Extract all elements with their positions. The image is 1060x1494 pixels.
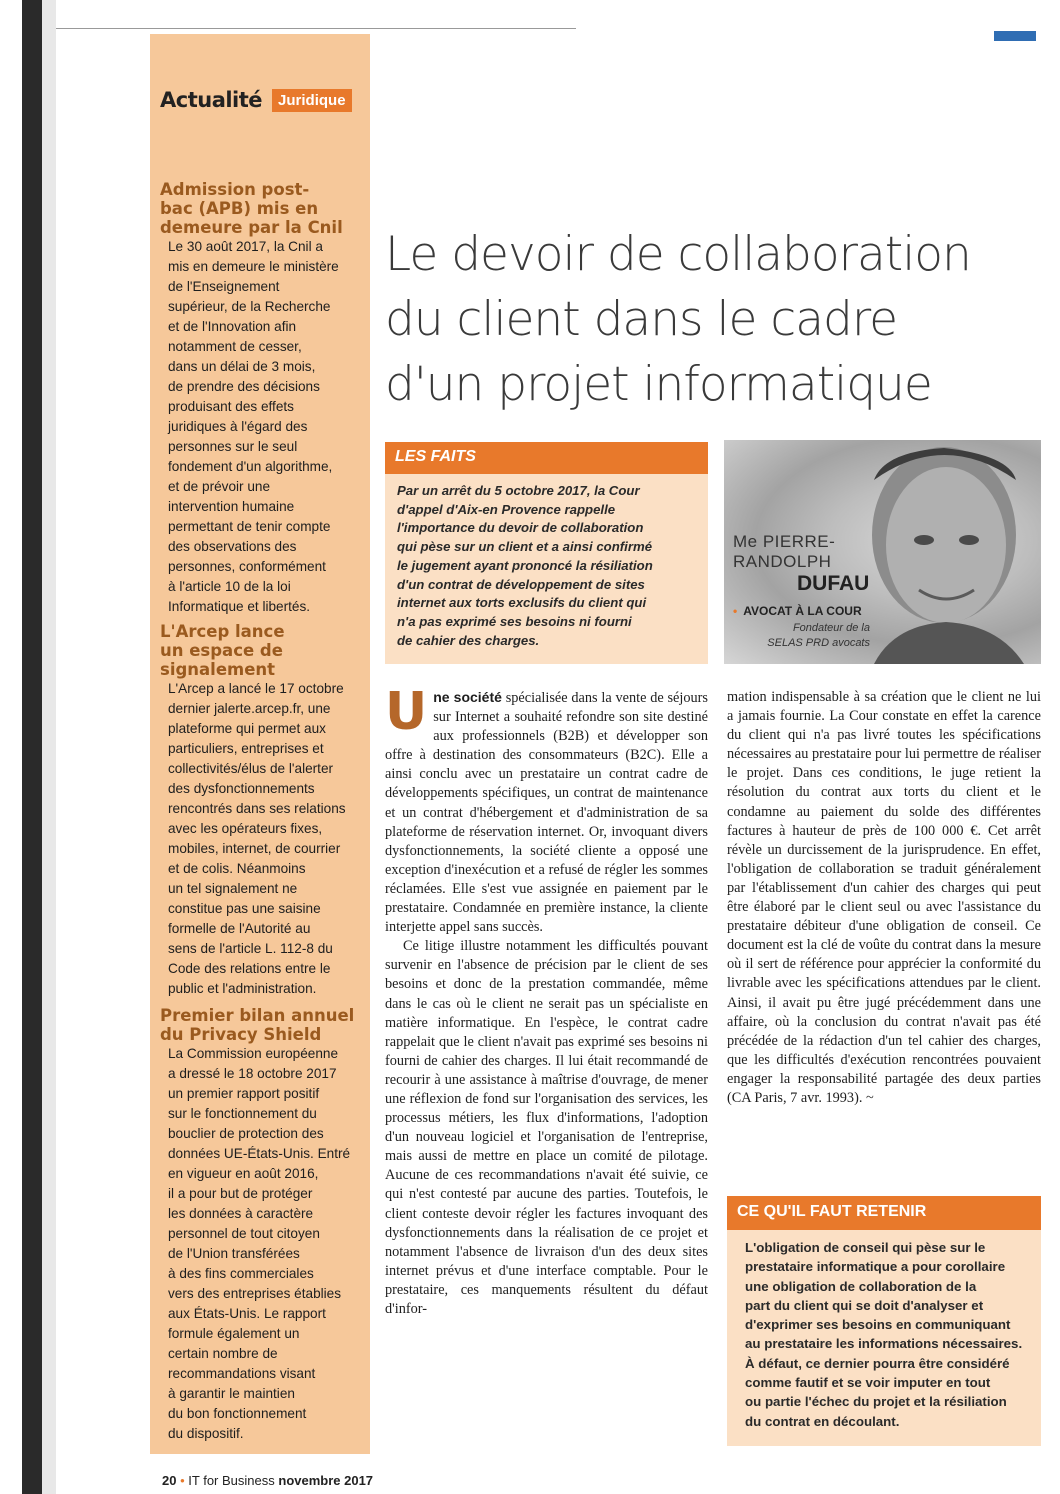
- news-title-line: Admission post-: [160, 180, 310, 199]
- news-title: [160, 180, 365, 237]
- magazine-name: IT for Business: [188, 1473, 275, 1488]
- news-item-apb: [160, 180, 365, 617]
- article-column-1: [385, 682, 708, 1319]
- author-organisation: Fondateur de la SELAS PRD avocats: [767, 622, 870, 649]
- dropcap: U: [385, 682, 428, 742]
- scan-edge-shadow: [42, 0, 56, 1494]
- paragraph: mation indispensable à sa création que le client ne lui a jamais fournie. La Cour constate en effet la carence du client qui n'a pas livré toutes les spécifications nécessaires au prestataire pour lui permettre de réaliser le projet. Dans ces conditions, le juge retient la résolution du contrat aux torts du client et le condamne au paiement du solde des différentes factures à hauteur de près de 100 000 €. Cet arrêt révèle un durcissement de la jurisprudence. En effet, l'obligation de collaboration se traduit généralement par l'établissement d'un cahier des charges qui peut être élaboré par le client seul ou avec l'assistance du prestataire débiteur d'une obligation de conseil. Ce document est la clé de voûte du contrat dans la mesure où il sert de référence pour apprécier la conformité du livrable avec les spécifications attendues par le client. Ainsi, il avait pu être jugé précédemment dans une affaire, où la conclusion du contrat n'avait pas été précédée de la rédaction d'un tel cahier des charges, que les difficultés d'exécution rencontrées pouvaient engager la responsabilité partagée des deux parties (CA Paris, 7 avr. 1993). ~: [727, 689, 1041, 1106]
- news-title: Premier bilan annuel du Privacy Shield: [160, 1006, 355, 1044]
- takeaway-body: L'obligation de conseil qui pèse sur le prestataire informatique a pour corollaire une obligation de collaboration de la part du client qui se doit d'analyser et d'exprimer ses besoins en communiquant au prestataire les informations nécessaires. À défaut, ce dernier pourra être considéré comme fautif et se voir imputer en tout ou partie l'échec du projet et la résiliation du contrat en découlant.: [745, 1240, 1023, 1429]
- title-line: du client dans le cadre: [385, 292, 898, 347]
- facts-box: [385, 442, 708, 664]
- facts-body: Par un arrêt du 5 octobre 2017, la Cour d'appel d'Aix-en Provence rappelle l'importance du devoir de collaboration qui pèse sur un client et a ainsi confirmé le jugement ayant prononcé la résiliation d'un contrat de développement de sites internet aux torts exclusifs du client qui n'a pas exprimé ses besoins ni fourni de cahier des charges.: [397, 483, 653, 648]
- author-first-name: Me PIERRE- RANDOLPH: [733, 532, 836, 571]
- article-title: [385, 222, 1045, 417]
- news-title-line: bac (APB) mis en: [160, 199, 319, 218]
- author-caption: [733, 532, 883, 596]
- news-item-privacy-shield: [160, 1006, 365, 1444]
- end-mark-icon: ~: [866, 1089, 874, 1106]
- page-footer: [162, 1473, 373, 1488]
- author-last-name: DUFAU: [797, 572, 870, 595]
- paragraph: Une société spécialisée dans la vente de séjours sur Internet a souhaité refondre son site destiné aux professionnels (B2B) et développer son offre à destination des consommateurs (B2C). Elle a ainsi conclu avec un prestataire un contrat cadre de développements spécifiques, un contrat de maintenance et un contrat d'hébergement et d'administration de sa plateforme de réservation internet. Or, invoquant divers dysfonctionnements, la société cliente a opposé une exception d'inexécution et a refusé de régler les sommes réclamées. Elle s'est vue assignée en paiement par le prestataire. Condamnée en première instance, la cliente interjette appel sans succès.: [385, 682, 708, 936]
- rubric-title: Actualité: [160, 88, 263, 112]
- news-item-arcep: [160, 622, 365, 999]
- title-line: Le devoir de collaboration: [385, 227, 971, 282]
- takeaway-heading: CE QU'IL FAUT RETENIR: [727, 1196, 1041, 1230]
- rubric-tag: Juridique: [272, 89, 352, 112]
- takeaway-box: [727, 1196, 1041, 1446]
- author-role: • AVOCAT À LA COUR: [733, 604, 862, 618]
- title-line: d'un projet informatique: [385, 357, 932, 412]
- lead-in: ne société: [433, 689, 502, 705]
- news-title-line: demeure par la Cnil: [160, 218, 343, 237]
- page-number: 20: [162, 1473, 177, 1488]
- bullet-icon: •: [733, 604, 738, 618]
- news-body: Le 30 août 2017, la Cnil a mis en demeure le ministère de l'Enseignement supérieur, de la Recherche et de l'Innovation afin notamment de cesser, dans un délai de 3 mois, de prendre des décisions produisant des effets juridiques à l'égard des personnes sur le seul fondement d'un algorithme, et de prévoir une intervention humaine permettant de tenir compte des observations des personnes, conformément à l'article 10 de la loi Informatique et libertés.: [168, 239, 339, 614]
- issue-date: novembre 2017: [278, 1473, 374, 1488]
- news-body: L'Arcep a lancé le 17 octobre dernier jalerte.arcep.fr, une plateforme qui permet aux particuliers, entreprises et collectivités/élus de l'alerter des dysfonctionnements rencontrés dans ses relations avec les opérateurs fixes, mobiles, internet, de courrier et de colis. Néanmoins un tel signalement ne constitue pas une saisine formelle de l'Autorité au sens de l'article L. 112-8 du Code des relations entre le public et l'administration.: [168, 681, 346, 996]
- rubric-header: [160, 88, 352, 112]
- article-column-2: [727, 688, 1041, 1108]
- news-title: L'Arcep lance un espace de signalement: [160, 622, 285, 679]
- top-rule: [56, 28, 576, 29]
- facts-heading: LES FAITS: [385, 442, 708, 474]
- news-body: La Commission européenne a dressé le 18 octobre 2017 un premier rapport positif sur le fonctionnement du bouclier de protection des données UE-États-Unis. Entré en vigueur en août 2016, il a pour but de protéger les données à caractère personnel de tout citoyen de l'Union transférées à des fins commerciales vers des entreprises établies aux États-Unis. Le rapport formule également un certain nombre de recommandations visant à garantir le maintien du bon fonctionnement du dispositif.: [168, 1046, 351, 1441]
- scan-edge: [22, 0, 42, 1494]
- paragraph: Ce litige illustre notamment les difficultés pouvant survenir en l'absence de précision par le client de ses besoins et donc de la prestation commandée, même dans le cas où le client ne serait pas un spécialiste en matière informatique. En l'espèce, le contrat cadre rappelait que le client n'avait pas exprimé ses besoins ni fourni de cahier des charges. Il lui était recommandé de recourir à une assistance à maîtrise d'ouvrage, de mener une réflexion de fond sur l'organisation des services, les processus métiers, les flux d'informations, l'adoption d'un nouveau logiciel et l'organisation de l'entreprise, mais aussi de mettre en place un comité de pilotage. Aucune de ces recommandations n'avait été suivie, ce qui n'est contesté par aucune des parties. Toutefois, le client conteste devoir régler les factures invoquant des dysfonctionnements dans la réalisation de ce projet et notamment l'absence de livraison d'un des deux sites internet prévus et d'une interface comptable. Pour le prestataire, ces manquements résultent du défaut d'infor-: [385, 938, 708, 1317]
- bullet-icon: •: [180, 1473, 185, 1488]
- blue-mark: [994, 31, 1036, 41]
